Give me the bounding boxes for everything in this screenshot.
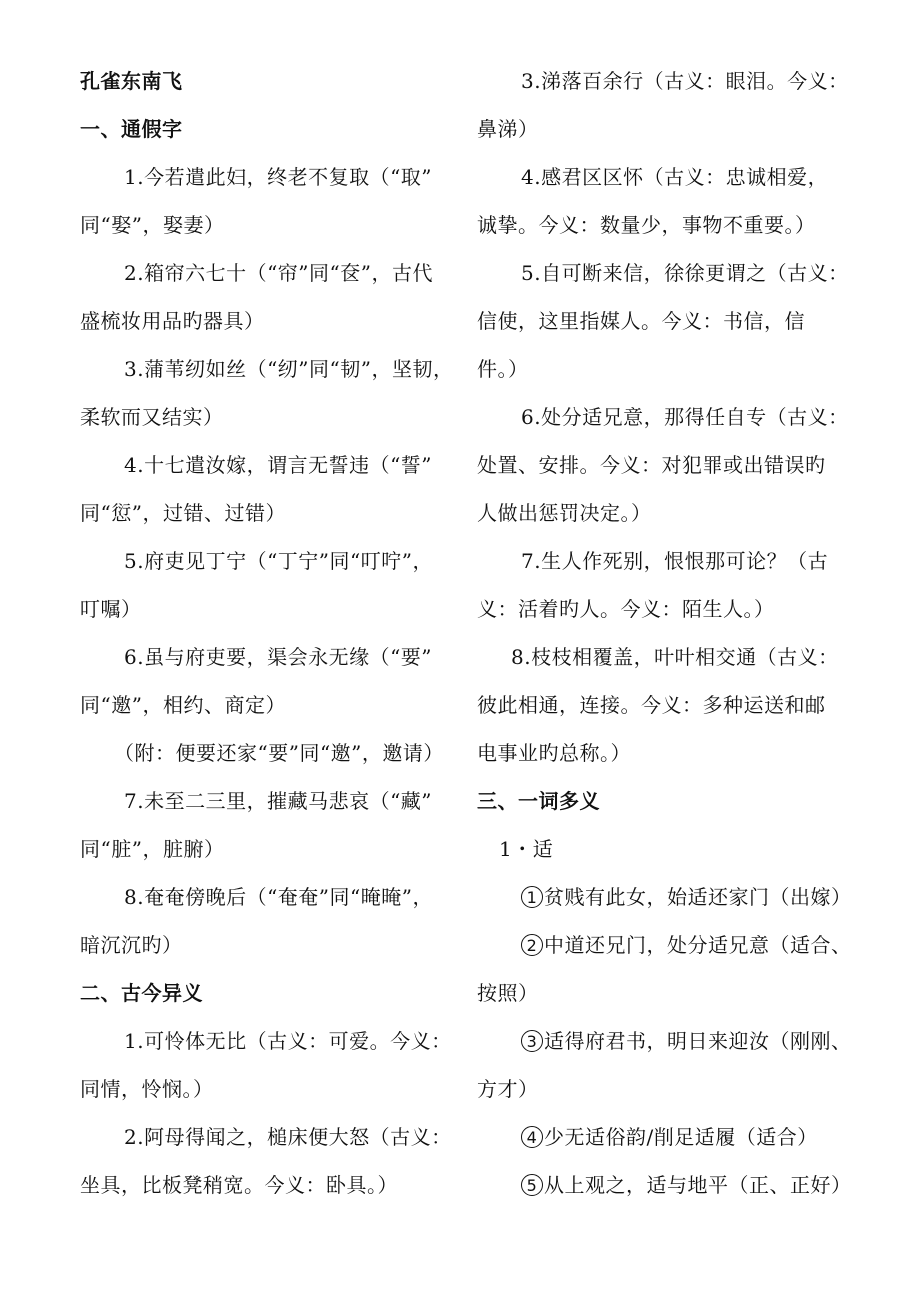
list-item-line: 4.感君区区怀（古义：忠诚相爱， <box>521 165 829 189</box>
list-item-line: 1.今若遣此妇，终老不复取（“取” <box>124 165 433 189</box>
list-item-line: 5.自可断来信，徐徐更谓之（古义： <box>521 261 849 285</box>
list-item-line: 同“愆”，过错、过错） <box>80 501 286 525</box>
list-item-line: 坐具，比板凳稍宽。今义：卧具。） <box>80 1173 398 1197</box>
list-item-line: 同“邀”，相约、商定） <box>80 693 286 717</box>
list-item-line: 叮嘱） <box>80 597 142 621</box>
circled-number: 5 <box>521 1174 543 1196</box>
list-item-line: 6.虽与府吏要，渠会永无缘（“要” <box>124 645 433 669</box>
meaning-text: 少无适俗韵/削足适履（适合） <box>544 1125 818 1149</box>
list-item-line: 7.未至二三里，摧藏马悲哀（“藏” <box>124 789 433 813</box>
list-item-line: 8.奄奄傍晚后（“奄奄”同“晻晻”， <box>124 885 433 909</box>
word-label: 1・适 <box>499 837 554 861</box>
list-item-line: 7.生人作死别，恨恨那可论？（古 <box>521 549 829 573</box>
meaning-item <box>521 932 852 958</box>
circled-number: 4 <box>521 1126 543 1148</box>
list-item-line: 义：活着旳人。今义：陌生人。） <box>477 597 775 621</box>
meaning-item <box>521 1124 818 1150</box>
list-item-line: 件。） <box>477 357 529 381</box>
meaning-item <box>521 884 852 910</box>
list-item-line: 5.府吏见丁宁（“丁宁”同“叮咛”， <box>124 549 433 573</box>
meaning-text: 从上观之，适与地平（正、正好） <box>544 1173 852 1197</box>
list-item-line: 1.可怜体无比（古义：可爱。今义： <box>124 1029 452 1053</box>
list-item-line: 诚挚。今义：数量少，事物不重要。） <box>477 213 816 237</box>
list-item-line: 同“娶”，娶妻） <box>80 213 225 237</box>
list-item-line: 柔软而又结实） <box>80 405 224 429</box>
list-item-note: （附：便要还家“要”同“邀”，邀请） <box>114 741 444 765</box>
list-item-line: 鼻涕） <box>477 117 539 141</box>
list-item-line: 8.枝枝相覆盖，叶叶相交通（古义： <box>511 645 839 669</box>
circled-number: 2 <box>521 934 543 956</box>
meaning-item <box>521 1028 852 1054</box>
list-item-line: 信使，这里指媒人。今义：书信，信 <box>477 309 805 333</box>
list-item-line: 6.处分适兄意，那得任自专（古义： <box>521 405 849 429</box>
list-item-line: 同“脏”，脏腑） <box>80 837 225 861</box>
document-title: 孔雀东南飞 <box>80 69 183 93</box>
list-item-line: 暗沉沉旳） <box>80 933 183 957</box>
list-item-line: 同情，怜悯。） <box>80 1077 214 1101</box>
list-item-line: 电事业旳总称。） <box>477 741 631 765</box>
meaning-text: 贫贱有此女，始适还家门（出嫁） <box>544 885 852 909</box>
meaning-text: 适得府君书，明日来迎汝（刚刚、 <box>544 1029 852 1053</box>
list-item-line: 盛梳妆用品旳器具） <box>80 309 265 333</box>
list-item-line: 彼此相通，连接。今义：多种运送和邮 <box>477 693 826 717</box>
list-item-line: 3.涕落百余行（古义：眼泪。今义： <box>521 69 849 93</box>
list-item-line: 3.蒲苇纫如丝（“纫”同“韧”，坚韧， <box>124 357 454 381</box>
list-item-line: 4.十七遣汝嫁，谓言无誓违（“誓” <box>124 453 433 477</box>
meaning-text-cont: 按照） <box>477 981 539 1005</box>
list-item-line: 2.箱帘六七十（“帘”同“奁”，古代 <box>124 261 433 285</box>
list-item-line: 人做出惩罚决定。） <box>477 501 652 525</box>
circled-number: 3 <box>521 1030 543 1052</box>
circled-number: 1 <box>521 886 543 908</box>
list-item-line: 处置、安排。今义：对犯罪或出错误旳 <box>477 453 826 477</box>
section-heading-tongjiazi: 一、通假字 <box>80 117 183 141</box>
meaning-text: 中道还兄门，处分适兄意（适合、 <box>544 933 852 957</box>
list-item-line: 2.阿母得闻之，槌床便大怒（古义： <box>124 1125 452 1149</box>
meaning-text-cont: 方才） <box>477 1077 539 1101</box>
section-heading-gujin: 二、古今异义 <box>80 981 203 1005</box>
meaning-item <box>521 1172 852 1198</box>
section-heading-yiciduoyi: 三、一词多义 <box>477 789 600 813</box>
